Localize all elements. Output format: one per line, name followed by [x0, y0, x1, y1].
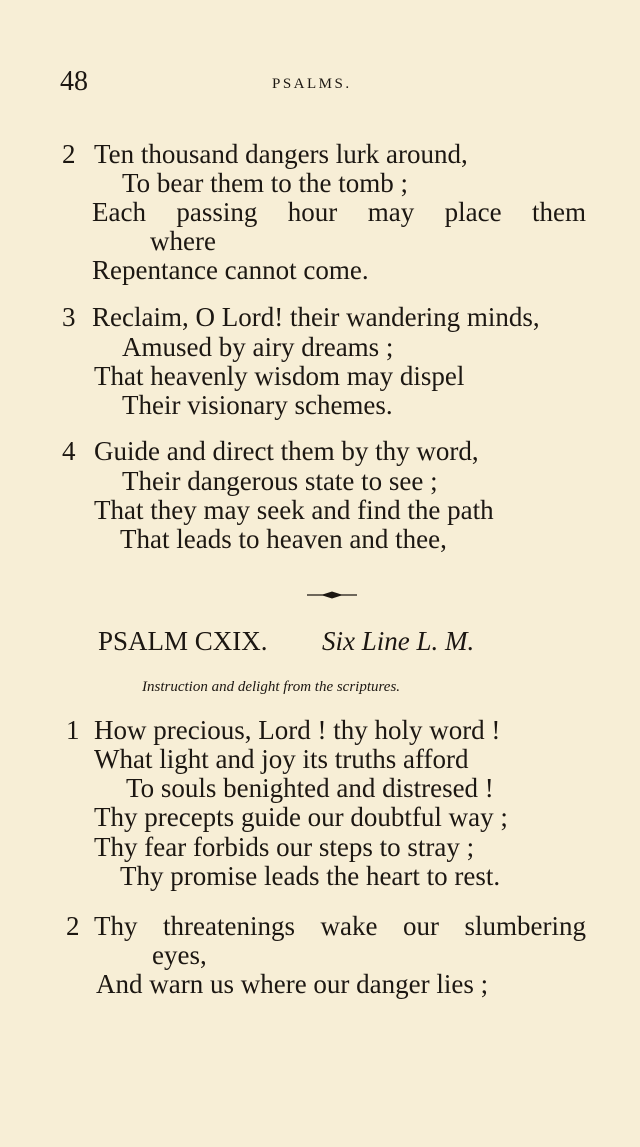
psalm-title: PSALM CXIX. — [98, 626, 268, 656]
stanza-number: 3 — [62, 302, 76, 332]
verse-line: What light and joy its truths afford — [94, 744, 469, 774]
verse-line: Thy fear forbids our steps to stray ; — [94, 832, 475, 862]
stanza-number: 1 — [66, 715, 80, 745]
verse-line: Each passing hour may place them — [92, 197, 586, 227]
verse-line: Their visionary schemes. — [122, 390, 393, 420]
verse-line: Reclaim, O Lord! their wandering minds, — [92, 302, 540, 332]
stanza-number: 2 — [66, 911, 80, 941]
verse-line: Thy threatenings wake our slumbering — [94, 911, 586, 941]
verse-line: That leads to heaven and thee, — [120, 524, 447, 554]
verse-line: That heavenly wisdom may dispel — [94, 361, 465, 391]
verse-line: Guide and direct them by thy word, — [94, 436, 479, 466]
verse-line: To bear them to the tomb ; — [122, 168, 409, 198]
psalm-meter: Six Line L. M. — [322, 626, 475, 656]
verse-line: Amused by airy dreams ; — [122, 332, 394, 362]
verse-line: Thy promise leads the heart to rest. — [120, 861, 501, 891]
verse-line: And warn us where our danger lies ; — [96, 969, 489, 999]
verse-line: Ten thousand dangers lurk around, — [94, 139, 468, 169]
verse-line: How precious, Lord ! thy holy word ! — [94, 715, 501, 745]
stanza-number: 2 — [62, 139, 76, 169]
psalm-subtitle: Instruction and delight from the scriptures. — [142, 679, 401, 695]
verse-line: Thy precepts guide our doubtful way ; — [94, 802, 508, 832]
verse-line: Their dangerous state to see ; — [122, 466, 438, 496]
stanza-number: 4 — [62, 436, 76, 466]
verse-line: That they may seek and find the path — [94, 495, 494, 525]
verse-line: eyes, — [152, 940, 207, 970]
ornament-divider — [307, 590, 357, 600]
page-number: 48 — [60, 66, 88, 97]
verse-line: where — [150, 226, 216, 256]
verse-line: To souls benighted and distresed ! — [126, 773, 494, 803]
running-head: PSALMS. — [272, 76, 352, 92]
verse-line: Repentance cannot come. — [92, 255, 369, 285]
